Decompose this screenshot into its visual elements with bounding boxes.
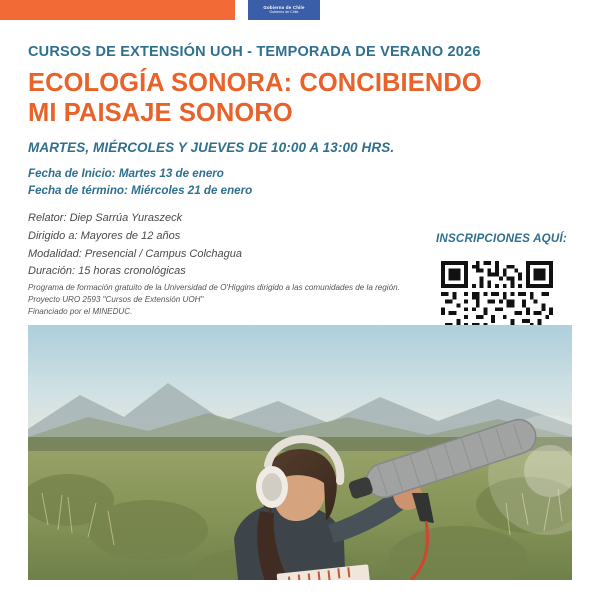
schedule-text: MARTES, MIÉRCOLES Y JUEVES DE 10:00 A 13:00 HRS. (28, 140, 395, 155)
detail-modality: Modalidad: Presencial / Campus Colchagua (28, 247, 243, 260)
signup-label: INSCRIPCIONES AQUÍ: (436, 232, 567, 245)
fineprint-line3: Financiado por el MINEDUC. (28, 307, 133, 317)
page-title-line2: MI PAISAJE SONORO (28, 99, 293, 128)
fineprint-line1: Programa de formación gratuito de la Universidad de O'Higgins dirigido a las comunidades de la región. (28, 283, 400, 292)
government-logo-line2: Gobierno de Chile (269, 10, 299, 14)
date-start: Fecha de Inicio: Martes 13 de enero (28, 167, 224, 180)
top-bar-orange-block (0, 0, 235, 20)
page-title (28, 68, 548, 128)
date-end: Fecha de término: Miércoles 21 de enero (28, 183, 253, 197)
detail-relator: Relator: Diep Sarrúa Yuraszeck (28, 212, 183, 224)
fineprint-line2: Proyecto URO 2593 "Cursos de Extensión UOH" (28, 295, 204, 305)
footer-strip (0, 580, 600, 600)
photo-illustration (28, 325, 572, 600)
detail-duration: Duración: 15 horas cronológicas (28, 265, 186, 278)
photo-field-recording (28, 325, 572, 600)
fineprint-block (28, 282, 428, 318)
government-logo-line1: Gobierno de Chile (263, 4, 305, 10)
page-title-line1: ECOLOGÍA SONORA: CONCIBIENDO (28, 69, 482, 97)
dates-block (28, 166, 252, 200)
poster-kicker: CURSOS DE EXTENSIÓN UOH - TEMPORADA DE VERANO 2026 (28, 44, 481, 60)
detail-audience: Dirigido a: Mayores de 12 años (28, 229, 181, 242)
government-logo (248, 0, 320, 20)
details-block (28, 210, 242, 281)
